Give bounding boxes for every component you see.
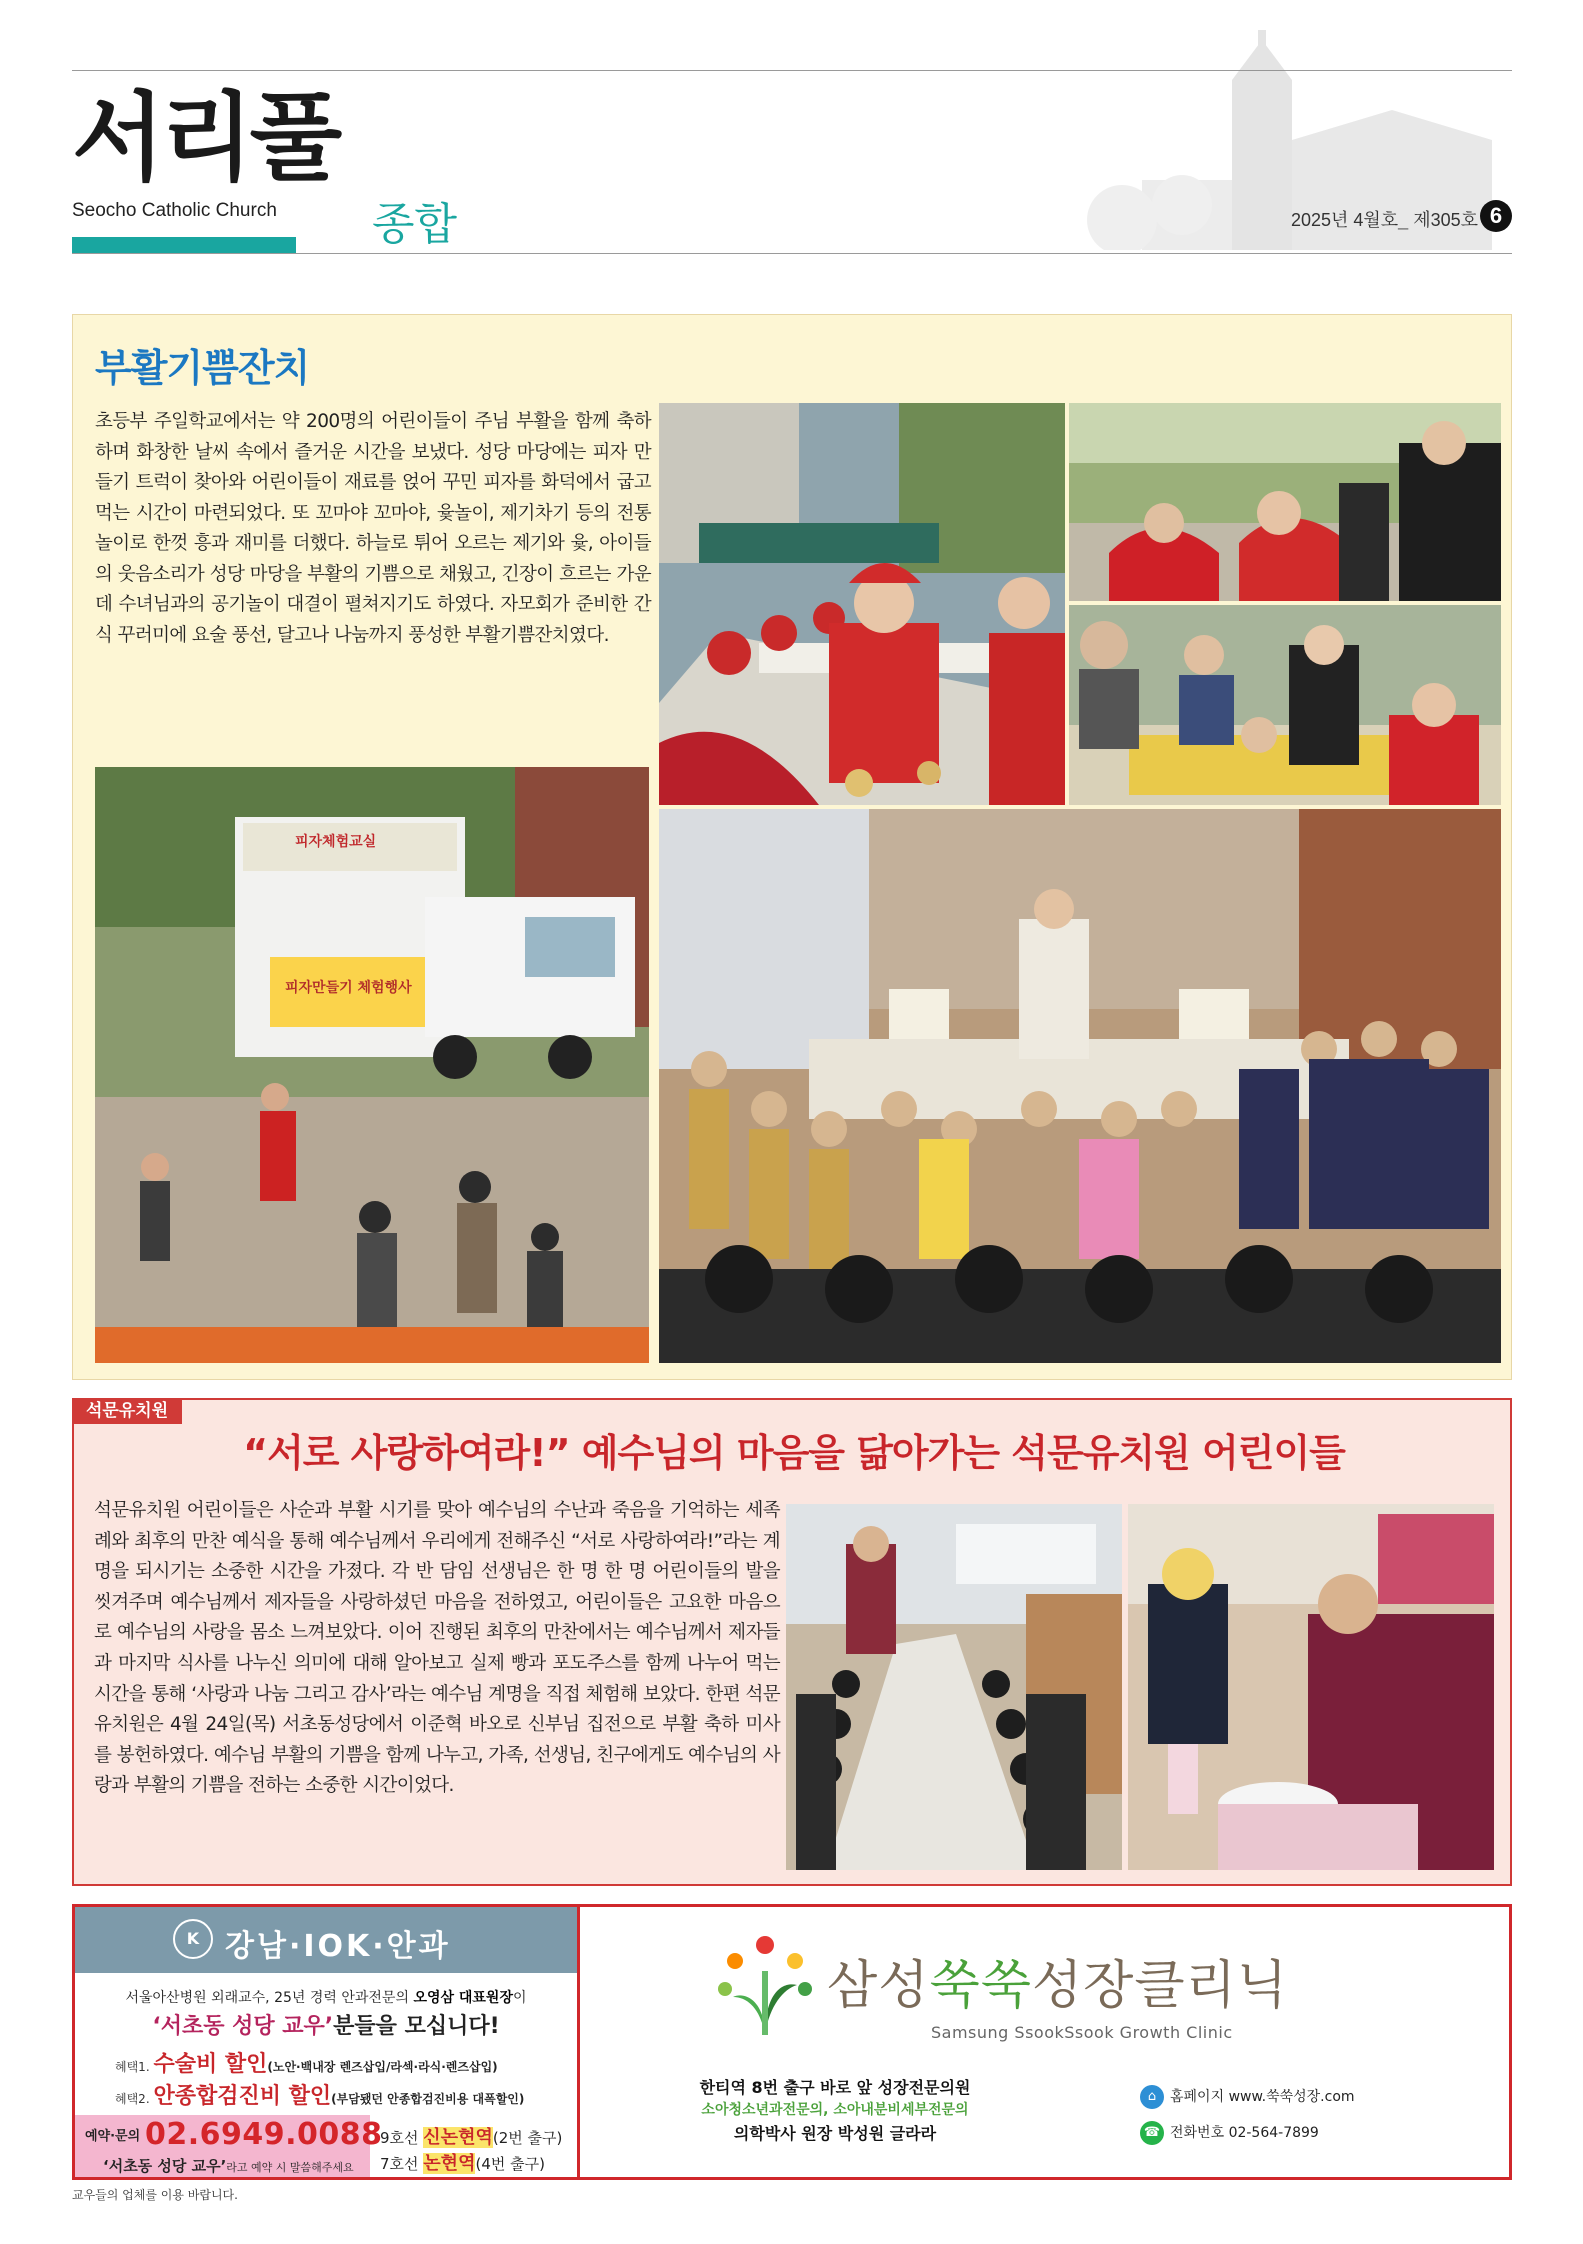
growth-clinic-logo-icon — [715, 1931, 815, 2041]
subway-line-7: 7호선 논현역(4번 출구) — [380, 2153, 545, 2174]
section-label: 종합 — [372, 199, 458, 250]
photo-last-supper — [786, 1504, 1122, 1870]
growth-clinic-director: 의학박사 원장 박성원 글라라 — [733, 2124, 937, 2143]
growth-clinic-location: 한티역 8번 출구 바로 앞 성장전문의원 — [699, 2078, 971, 2097]
truck-side-sign: 피자만들기 체험행사 — [285, 980, 412, 996]
photo-foot-washing — [1128, 1504, 1494, 1870]
benefit-1: 혜택1. 수술비 할인(노안·백내장 렌즈삽입/라섹·라식·렌즈삽입) — [115, 2052, 498, 2077]
benefit-2: 혜택2. 안종합검진비 할인(부담됐던 안종합검진비용 대폭할인) — [115, 2084, 525, 2109]
issue-number: 제305호 — [1413, 210, 1478, 230]
easter-festival-title: 부활기쁨잔치 — [95, 346, 310, 390]
issue-info — [1291, 206, 1478, 232]
page-number: 6 — [1480, 200, 1512, 232]
logo-subtitle: Seocho Catholic Church — [72, 200, 277, 221]
eye-clinic-director: 오영삼 대표원장 — [413, 1990, 513, 2006]
photo-pizza-making — [659, 403, 1065, 805]
footer-note: 교우들의 업체를 이용 바랍니다. — [72, 2188, 238, 2202]
photo-gonggi-game — [1069, 605, 1501, 805]
kindergarten-section — [72, 1398, 1512, 1886]
kindergarten-title: “서로 사랑하여라!” 예수님의 마음을 닮아가는 석문유치원 어린이들 — [243, 1431, 1345, 1475]
easter-festival-section — [72, 314, 1512, 1380]
eye-clinic-invite: ‘서초동 성당 교우’분들을 모십니다! — [152, 2014, 500, 2039]
growth-clinic-homepage[interactable]: ⌂ 홈페이지 www.쑥쑥성장.com — [1140, 2085, 1355, 2109]
truck-banner-text: 피자체험교실 — [295, 834, 377, 850]
photo-kids-red-caps — [1069, 403, 1501, 601]
photo-children-altar — [659, 809, 1501, 1363]
easter-festival-article: 초등부 주일학교에서는 약 200명의 어린이들이 주님 부활을 함께 축하하며 화창한 날씨 속에서 즐거운 시간을 보냈다. 성당 마당에는 피자 만들기 트럭이 찾아와 어린이들이 재료를 얹어 꾸민 피자를 화덕에서 굽고 먹는 시간이 마련되었다. 또 꼬마야 꼬마야, 윷놀이, 제기차기 등의 전통놀이로 한껏 흥과 재미를 더했다. 하늘로 튀어 오르는 제기와 윷, 아이들의 웃음소리가 성당 마당을 부활의 기쁨으로 채웠고, 긴장이 흐르는 가운데 수녀님과의 공기놀이 대결이 펼쳐지기도 하였다. 자모회가 준비한 간식 꾸러미에 요술 풍선, 달고나 나눔까지 풍성한 부활기쁨잔치였다. — [95, 411, 651, 646]
eye-clinic-logo-icon: K — [173, 1919, 213, 1959]
photo-pizza-truck — [95, 767, 649, 1363]
eye-clinic-brand: 강남·IOK·안과 — [225, 1929, 451, 1964]
header-bottom-rule — [72, 253, 1512, 254]
growth-clinic-name: 삼성쑥쑥성장클리닉 — [827, 1956, 1289, 2016]
logo-accent-bar — [72, 237, 296, 253]
kindergarten-article: 석문유치원 어린이들은 사순과 부활 시기를 맞아 예수님의 수난과 죽음을 기억하는 세족례와 최후의 만찬 예식을 통해 예수님께서 우리에게 전해주신 “서로 사랑하여라!”라는 계명을 되시기는 소중한 시간을 가졌다. 각 반 담임 선생님은 한 명 한 명 어린이들의 발을 씻겨주며 예수님께서 제자들을 사랑하셨던 마음을 전하였고, 어린이들은 고요한 마음으로 예수님의 사랑을 몸소 느껴보았다. 이어 진행된 최후의 만찬에서는 예수님께서 제자들과 마지막 식사를 나누신 의미에 대해 알아보고 실제 빵과 포도주스를 함께 나누어 먹는 시간을 통해 ‘사랑과 나눔 그리고 감사’라는 예수님 계명을 직접 체험해 보았다. 한편 석문유치원은 4월 24일(목) 서초동성당에서 이준혁 바오로 신부님 집전으로 부활 축하 미사를 봉헌하였다. 예수님 부활의 기쁨을 함께 나누고, 가족, 선생님, 친구에게도 예수님의 사랑과 부활의 기쁨을 전하는 소중한 시간이었다. — [94, 1500, 780, 1797]
kindergarten-tag: 석문유치원 — [72, 1398, 182, 1424]
issue-separator: _ — [1398, 210, 1409, 230]
advertisement-box — [72, 1904, 1512, 2180]
ad-eye-clinic[interactable] — [75, 1907, 580, 2177]
ad-eye-header — [75, 1907, 577, 1973]
eye-clinic-phone[interactable]: 02.6949.0088 — [145, 2117, 383, 2152]
home-icon: ⌂ — [1140, 2085, 1164, 2109]
eye-clinic-contact — [75, 2115, 383, 2177]
growth-clinic-english-name: Samsung SsookSsook Growth Clinic — [931, 2023, 1233, 2042]
contact-label: 예약·문의 — [85, 2129, 141, 2144]
masthead — [72, 70, 1512, 255]
eye-clinic-intro: 서울아산병원 외래교수, 25년 경력 안과전문의 오영삼 대표원장이 — [125, 1990, 527, 2006]
growth-clinic-phone[interactable]: ☎ 전화번호 02-564-7899 — [1140, 2121, 1319, 2145]
newsletter-logo: 서리풀 — [72, 82, 339, 194]
phone-icon: ☎ — [1140, 2121, 1164, 2145]
issue-date: 2025년 4월호 — [1290, 210, 1399, 230]
growth-clinic-specialty: 소아청소년과전문의, 소아내분비세부전문의 — [701, 2102, 969, 2118]
subway-line-9: 9호선 신논현역(2번 출구) — [380, 2127, 563, 2148]
eye-clinic-note: ‘서초동 성당 교우’라고 예약 시 말씀해주세요 — [103, 2157, 354, 2175]
